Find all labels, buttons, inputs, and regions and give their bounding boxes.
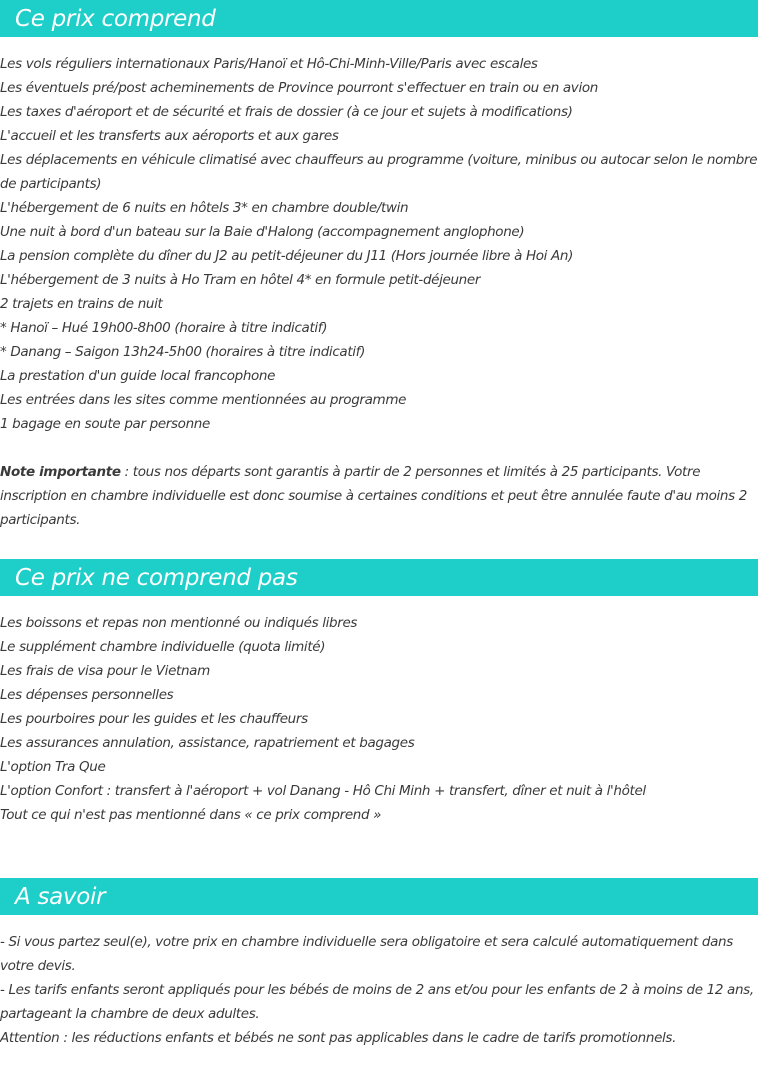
list-item: L'option Tra Que (0, 759, 106, 775)
list-item: - Les tarifs enfants seront appliqués pour les bébés de moins de 2 ans et/ou pour les enfants de 2 à moins de 12 ans, partageant la chambre de deux adultes. (0, 982, 754, 1022)
excludes-section (0, 559, 758, 823)
list-item: L'hébergement de 6 nuits en hôtels 3* en chambre double/twin (0, 200, 409, 216)
list-item: Attention : les réductions enfants et bébés ne sont pas applicables dans le cadre de tarifs promotionnels. (0, 1030, 677, 1046)
list-item: 2 trajets en trains de nuit (0, 296, 163, 312)
includes-title: Ce prix comprend (15, 5, 216, 32)
list-item: La prestation d'un guide local francophone (0, 368, 276, 384)
list-item: 1 bagage en soute par personne (0, 416, 210, 432)
list-item: La pension complète du dîner du J2 au petit-déjeuner du J11 (Hors journée libre à Hoi An) (0, 248, 574, 264)
list-item: * Danang – Saigon 13h24-5h00 (horaires à titre indicatif) (0, 344, 365, 360)
list-item: * Hanoï – Hué 19h00-8h00 (horaire à titre indicatif) (0, 320, 328, 336)
list-item: Les dépenses personnelles (0, 687, 174, 703)
list-item: - Si vous partez seul(e), votre prix en chambre individuelle sera obligatoire et sera calculé automatiquement dans votre devis. (0, 934, 733, 974)
list-item: Les frais de visa pour le Vietnam (0, 663, 210, 679)
list-item: Les assurances annulation, assistance, rapatriement et bagages (0, 735, 415, 751)
excludes-list (0, 611, 758, 827)
list-item: Les boissons et repas non mentionné ou indiqués libres (0, 615, 358, 631)
important-note (0, 460, 758, 532)
list-item: Les taxes d'aéroport et de sécurité et frais de dossier (à ce jour et sujets à modifications) (0, 104, 573, 120)
list-item: L'option Confort : transfert à l'aéroport + vol Danang - Hô Chi Minh + transfert, dîner et nuit à l'hôtel (0, 783, 646, 799)
list-item: Les vols réguliers internationaux Paris/Hanoï et Hô-Chi-Minh-Ville/Paris avec escales (0, 56, 538, 72)
list-item: Le supplément chambre individuelle (quota limité) (0, 639, 326, 655)
list-item: L'accueil et les transferts aux aéroports et aux gares (0, 128, 339, 144)
good-to-know-section (0, 878, 758, 1046)
includes-header (0, 0, 758, 37)
excludes-header (0, 559, 758, 596)
list-item: Les déplacements en véhicule climatisé avec chauffeurs au programme (voiture, minibus ou autocar selon le nombre de participants) (0, 152, 758, 192)
list-item: Tout ce qui n'est pas mentionné dans « ce prix comprend » (0, 807, 382, 823)
list-item: Les entrées dans les sites comme mentionnées au programme (0, 392, 407, 408)
includes-section (0, 0, 758, 432)
important-note-text: : tous nos départs sont garantis à partir de 2 personnes et limités à 25 participants. Votre inscription en chambre individuelle est donc soumise à certaines conditions et peut être annulée faute d'au moins 2 participants. (0, 464, 747, 528)
excludes-title: Ce prix ne comprend pas (15, 564, 298, 591)
good-to-know-title: A savoir (15, 883, 106, 910)
good-to-know-header (0, 878, 758, 915)
list-item: Une nuit à bord d'un bateau sur la Baie d'Halong (accompagnement anglophone) (0, 224, 525, 240)
good-to-know-list (0, 930, 758, 1050)
important-note-label: Note importante (0, 464, 121, 480)
list-item: Les éventuels pré/post acheminements de Province pourront s'effectuer en train ou en avion (0, 80, 598, 96)
list-item: Les pourboires pour les guides et les chauffeurs (0, 711, 308, 727)
includes-list (0, 52, 758, 436)
list-item: L'hébergement de 3 nuits à Ho Tram en hôtel 4* en formule petit-déjeuner (0, 272, 481, 288)
